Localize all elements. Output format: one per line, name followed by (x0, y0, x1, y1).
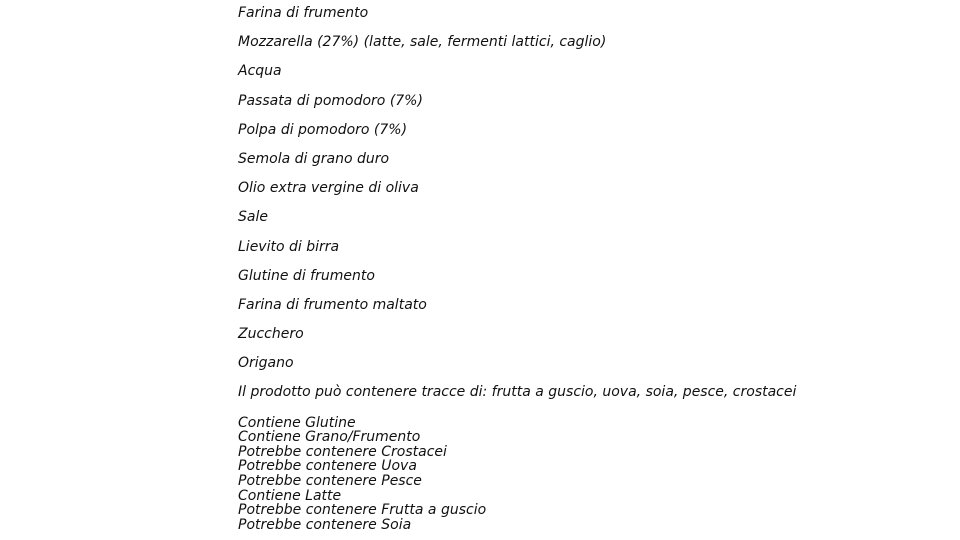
ingredient-item: Lievito di birra (238, 238, 340, 255)
ingredients-document (238, 3, 938, 532)
allergen-item: Potrebbe contenere Frutta a guscio (238, 502, 487, 519)
ingredient-item: Polpa di pomodoro (7%) (238, 121, 408, 138)
ingredient-item: Mozzarella (27%) (latte, sale, fermenti lattici, caglio) (238, 34, 607, 51)
ingredient-item: Zucchero (238, 326, 304, 343)
ingredient-item: Glutine di frumento (238, 267, 375, 284)
allergen-item: Potrebbe contenere Uova (238, 458, 417, 475)
allergen-item: Contiene Latte (238, 487, 342, 504)
ingredient-item: Farina di frumento maltato (238, 296, 427, 313)
allergen-item: Contiene Glutine (238, 414, 356, 431)
allergen-item: Potrebbe contenere Pesce (238, 473, 422, 489)
ingredient-item: Acqua (238, 63, 282, 80)
ingredient-item: Origano (238, 355, 294, 372)
ingredient-item: Farina di frumento (238, 5, 369, 21)
allergen-list (238, 416, 938, 533)
traces-note: Il prodotto può contenere tracce di: frutta a guscio, uova, soia, pesce, crostacei (238, 384, 797, 401)
allergen-item: Potrebbe contenere Crostacei (238, 443, 447, 460)
ingredient-item: Olio extra vergine di oliva (238, 180, 419, 197)
allergen-item: Contiene Grano/Frumento (238, 429, 421, 446)
ingredient-item: Sale (238, 209, 268, 226)
ingredient-item: Passata di pomodoro (7%) (238, 92, 423, 109)
allergen-item: Potrebbe contenere Soia (238, 516, 412, 533)
ingredient-item: Semola di grano duro (238, 150, 390, 167)
